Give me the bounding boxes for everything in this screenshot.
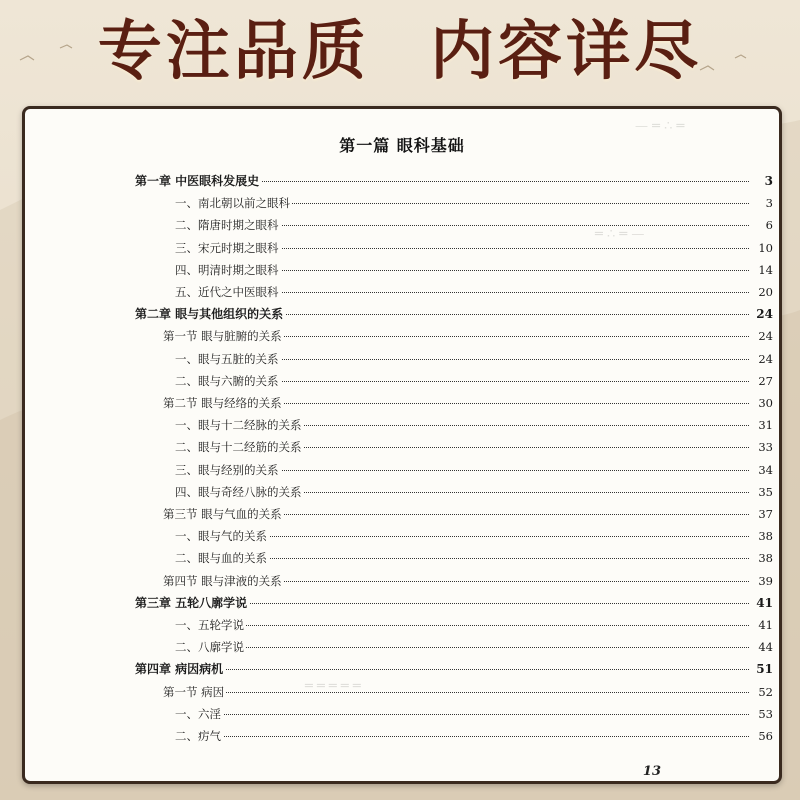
- toc-entry-page: 6: [749, 214, 773, 236]
- toc-entry-label: 一、五轮学说: [175, 614, 246, 636]
- toc-entry-chapter: [25, 592, 779, 614]
- toc-entry-page: 24: [749, 325, 773, 347]
- toc-entry-label: 二、眼与血的关系: [175, 547, 269, 569]
- toc-entry-page: 41: [749, 614, 773, 636]
- toc-entry-item: [25, 348, 779, 370]
- toc-entry-section: [25, 325, 779, 347]
- toc-entry-page: 10: [749, 237, 773, 259]
- toc-entry-item: [25, 281, 779, 303]
- leader-dots: [183, 692, 749, 693]
- toc-entry-item: [25, 414, 779, 436]
- leader-dots: [155, 669, 749, 670]
- leader-dots: [195, 625, 749, 626]
- toc-entry-label: 一、眼与五脏的关系: [175, 348, 281, 370]
- toc-entry-page: 56: [749, 725, 773, 747]
- toc-entry-label: 一、眼与气的关系: [175, 525, 269, 547]
- banner-title: 专注品质 内容详尽: [97, 15, 703, 89]
- part-title: 第一篇 眼科基础: [339, 136, 465, 155]
- toc-entry-label: 一、六淫: [175, 703, 223, 725]
- toc-entry-item: [25, 525, 779, 547]
- toc-entry-label: 五、近代之中医眼科: [175, 281, 281, 303]
- toc-entry-label: 第四章 病因病机: [135, 658, 225, 680]
- toc-entry-page: 38: [749, 547, 773, 569]
- bleed-through-text: ═ ∴ ═ —: [595, 227, 645, 242]
- toc-entry-page: 37: [749, 503, 773, 525]
- toc-entry-label: 第四节 眼与津液的关系: [163, 570, 284, 592]
- toc-entry-label: 三、宋元时期之眼科: [175, 237, 281, 259]
- toc-entry-item: [25, 370, 779, 392]
- toc-entry-label: 二、疠气: [175, 725, 223, 747]
- toc-entry-label: 四、眼与奇经八脉的关系: [175, 481, 304, 503]
- toc-entry-page: 41: [749, 592, 773, 614]
- toc-entry-item: [25, 459, 779, 481]
- toc-entry-label: 第二章 眼与其他组织的关系: [135, 303, 285, 325]
- toc-entry-item: [25, 614, 779, 636]
- leader-dots: [195, 647, 749, 648]
- toc-entry-item: [25, 725, 779, 747]
- toc-entry-label: 二、眼与六腑的关系: [175, 370, 281, 392]
- toc-entry-page: 3: [749, 170, 773, 192]
- toc-entry-label: 第三节 眼与气血的关系: [163, 503, 284, 525]
- banner: [0, 0, 800, 106]
- toc-entry-page: 3: [749, 192, 773, 214]
- toc-entry-section: [25, 681, 779, 703]
- toc-entry-label: 第二节 眼与经络的关系: [163, 392, 284, 414]
- toc-entry-item: [25, 481, 779, 503]
- toc-entry-label: 二、眼与十二经筋的关系: [175, 436, 304, 458]
- leader-dots: [195, 736, 749, 737]
- toc-entry-page: 52: [749, 681, 773, 703]
- toc-entry-item: [25, 547, 779, 569]
- toc-entry-label: 第一节 眼与脏腑的关系: [163, 325, 284, 347]
- toc-entry-label: 三、眼与经别的关系: [175, 459, 281, 481]
- toc-entry-page: 38: [749, 525, 773, 547]
- toc-entry-label: 二、隋唐时期之眼科: [175, 214, 281, 236]
- page-number: 13: [642, 764, 661, 779]
- toc-entry-label: 四、明清时期之眼科: [175, 259, 281, 281]
- toc-entry-page: 27: [749, 370, 773, 392]
- toc-entry-item: [25, 259, 779, 281]
- toc-entry-chapter: [25, 303, 779, 325]
- toc-entry-page: 24: [749, 348, 773, 370]
- bleed-through-text: ═ ═ ═ ═ ═: [305, 679, 361, 694]
- toc-entry-page: 14: [749, 259, 773, 281]
- toc-entry-section: [25, 392, 779, 414]
- toc-entry-label: 第一章 中医眼科发展史: [135, 170, 261, 192]
- toc-entry-page: 44: [749, 636, 773, 658]
- toc-entry-page: 39: [749, 570, 773, 592]
- toc-entry-item: [25, 237, 779, 259]
- toc-entry-page: 34: [749, 459, 773, 481]
- leader-dots: [195, 714, 749, 715]
- toc-entry-page: 51: [749, 658, 773, 680]
- toc-entry-chapter: [25, 658, 779, 680]
- toc-entry-item: [25, 703, 779, 725]
- leader-dots: [195, 558, 749, 559]
- toc-entry-label: 第三章 五轮八廓学说: [135, 592, 249, 614]
- toc-entry-section: [25, 570, 779, 592]
- toc-entry-item: [25, 636, 779, 658]
- toc-entry-label: 一、南北朝以前之眼科: [175, 192, 292, 214]
- toc-entry-page: 33: [749, 436, 773, 458]
- toc-entry-item: [25, 214, 779, 236]
- toc-entry-page: 35: [749, 481, 773, 503]
- toc-entry-item: [25, 192, 779, 214]
- toc-entry-page: 53: [749, 703, 773, 725]
- toc-entry-page: 20: [749, 281, 773, 303]
- toc-entry-chapter: [25, 170, 779, 192]
- toc-entry-label: 第一节 病因: [163, 681, 226, 703]
- bleed-through-text: — ═ ∴ ═: [635, 119, 685, 134]
- toc-entry-page: 31: [749, 414, 773, 436]
- toc-entry-item: [25, 436, 779, 458]
- toc-entry-page: 30: [749, 392, 773, 414]
- leader-dots: [195, 536, 749, 537]
- toc-entry-label: 二、八廓学说: [175, 636, 246, 658]
- toc-entry-section: [25, 503, 779, 525]
- toc-entry-label: 一、眼与十二经脉的关系: [175, 414, 304, 436]
- book-page: [22, 106, 782, 784]
- toc-entry-page: 24: [749, 303, 773, 325]
